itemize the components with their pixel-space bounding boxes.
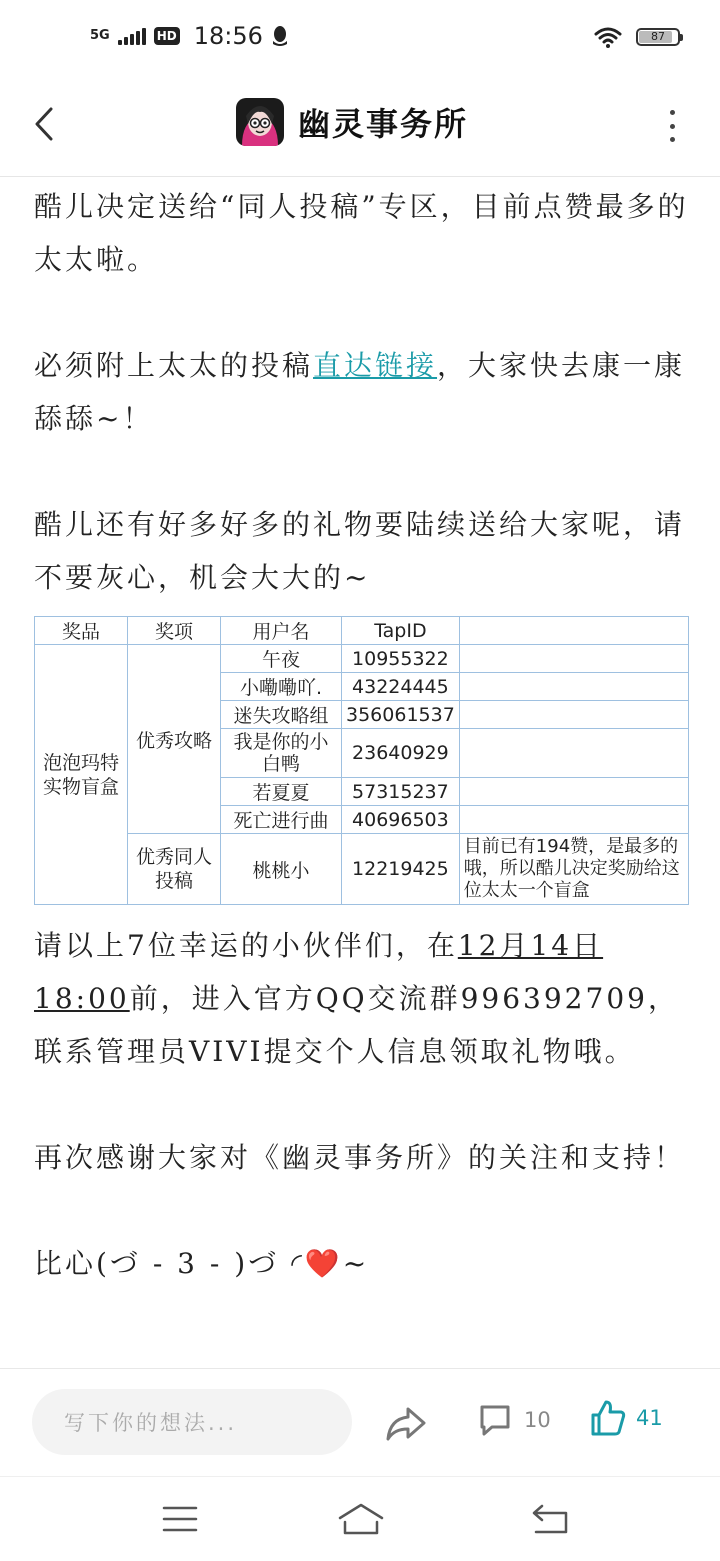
tapid-cell: 23640929 — [342, 729, 460, 778]
tapid-cell: 10955322 — [342, 645, 460, 673]
table-row — [35, 834, 689, 905]
comment-count: 10 — [524, 1408, 551, 1432]
award-cell: 优秀同人投稿 — [128, 834, 221, 905]
title-group[interactable] — [236, 98, 468, 146]
paragraph-gap — [34, 1184, 689, 1237]
user-cell: 迷失攻略组 — [221, 701, 342, 729]
back-arrow-icon — [33, 106, 55, 142]
paragraph-gap — [34, 286, 689, 339]
table-header: 奖项 — [128, 617, 221, 645]
status-bar — [0, 0, 720, 76]
table-header: 用户名 — [221, 617, 342, 645]
battery-level: 87 — [651, 30, 665, 43]
text: 前，进入官方QQ交流群996392709，联系管理员VIVI提交个人信息领取礼物哦。 — [34, 982, 679, 1068]
more-options-button[interactable] — [664, 110, 680, 142]
nav-home-button[interactable] — [336, 1499, 386, 1539]
user-cell: 死亡进行曲 — [221, 806, 342, 834]
empty-cell — [459, 778, 688, 806]
app-avatar-icon — [236, 98, 284, 146]
qq-notification-icon — [271, 25, 289, 47]
post-paragraph — [34, 919, 689, 1078]
like-button[interactable] — [590, 1399, 663, 1437]
prize-cell: 泡泡玛特实物盲盒 — [35, 645, 128, 905]
system-nav-bar — [0, 1476, 720, 1561]
tapid-cell: 43224445 — [342, 673, 460, 701]
table-header: 奖品 — [35, 617, 128, 645]
award-cell: 优秀攻略 — [128, 645, 221, 834]
text: 请以上7位幸运的小伙伴们，在 — [34, 929, 458, 962]
table-header-row — [35, 617, 689, 645]
title-bar — [0, 76, 720, 177]
user-cell: 我是你的小白鸭 — [221, 729, 342, 778]
signal-icon — [118, 27, 146, 45]
home-icon — [337, 1502, 385, 1536]
tapid-cell: 57315237 — [342, 778, 460, 806]
nav-back-button[interactable] — [528, 1499, 572, 1539]
bottom-action-bar — [0, 1368, 720, 1477]
empty-cell — [459, 729, 688, 778]
page-title: 幽灵事务所 — [298, 105, 469, 143]
more-vertical-icon — [670, 110, 675, 115]
network-type: 5G — [90, 28, 110, 43]
post-paragraph: 酷儿决定送给“同人投稿”专区，目前点赞最多的太太啦。 — [34, 190, 689, 276]
paragraph-gap — [34, 445, 689, 498]
share-button[interactable] — [384, 1401, 428, 1445]
table-row — [35, 645, 689, 673]
post-paragraph: 比心(づ - 3 - )づ ◜❤️~ — [34, 1247, 370, 1280]
like-count: 41 — [636, 1406, 663, 1430]
empty-cell — [459, 645, 688, 673]
tapid-cell: 40696503 — [342, 806, 460, 834]
empty-cell — [459, 806, 688, 834]
post-content — [34, 180, 689, 1290]
user-cell: 若夏夏 — [221, 778, 342, 806]
comment-input[interactable]: 写下你的想法... — [32, 1389, 352, 1455]
post-paragraph: 再次感谢大家对《幽灵事务所》的关注和支持！ — [34, 1141, 686, 1174]
comment-icon — [478, 1403, 512, 1437]
status-right — [594, 26, 680, 48]
status-time: 18:56 — [193, 22, 263, 50]
wifi-icon — [594, 26, 622, 48]
nav-menu-button[interactable] — [158, 1499, 202, 1539]
text: 必须附上太太的投稿 — [34, 349, 314, 382]
share-icon — [384, 1401, 428, 1445]
tapid-cell: 12219425 — [342, 834, 460, 905]
comment-button[interactable] — [478, 1403, 551, 1437]
post-paragraph: 酷儿还有好多好多的礼物要陆续送给大家呢，请不要灰心，机会大大的~ — [34, 508, 686, 594]
back-button[interactable] — [22, 100, 66, 148]
user-cell: 小嘞嘞吖. — [221, 673, 342, 701]
deadline-text: 12月14日18:00 — [34, 929, 604, 1015]
tapid-cell: 356061537 — [342, 701, 460, 729]
empty-cell — [459, 673, 688, 701]
empty-cell — [459, 701, 688, 729]
post-paragraph — [34, 339, 689, 445]
table-header: TapID — [342, 617, 460, 645]
battery-icon — [636, 28, 680, 46]
back-icon — [530, 1503, 570, 1535]
user-cell: 午夜 — [221, 645, 342, 673]
paragraph-gap — [34, 1078, 689, 1131]
text: ，大家快去康一康舔舔~！ — [34, 349, 686, 435]
hd-icon: HD — [154, 27, 180, 45]
more-dot — [670, 137, 675, 142]
prize-table — [34, 616, 689, 905]
direct-link[interactable]: 直达链接 — [313, 349, 438, 382]
menu-icon — [162, 1504, 198, 1534]
thumbs-up-icon — [590, 1399, 626, 1437]
table-header — [459, 617, 688, 645]
more-dot — [670, 124, 675, 129]
note-cell: 目前已有194赞，是最多的哦，所以酷儿决定奖励给这位太太一个盲盒 — [459, 834, 688, 905]
status-left — [90, 22, 289, 50]
user-cell: 桃桃小 — [221, 834, 342, 905]
